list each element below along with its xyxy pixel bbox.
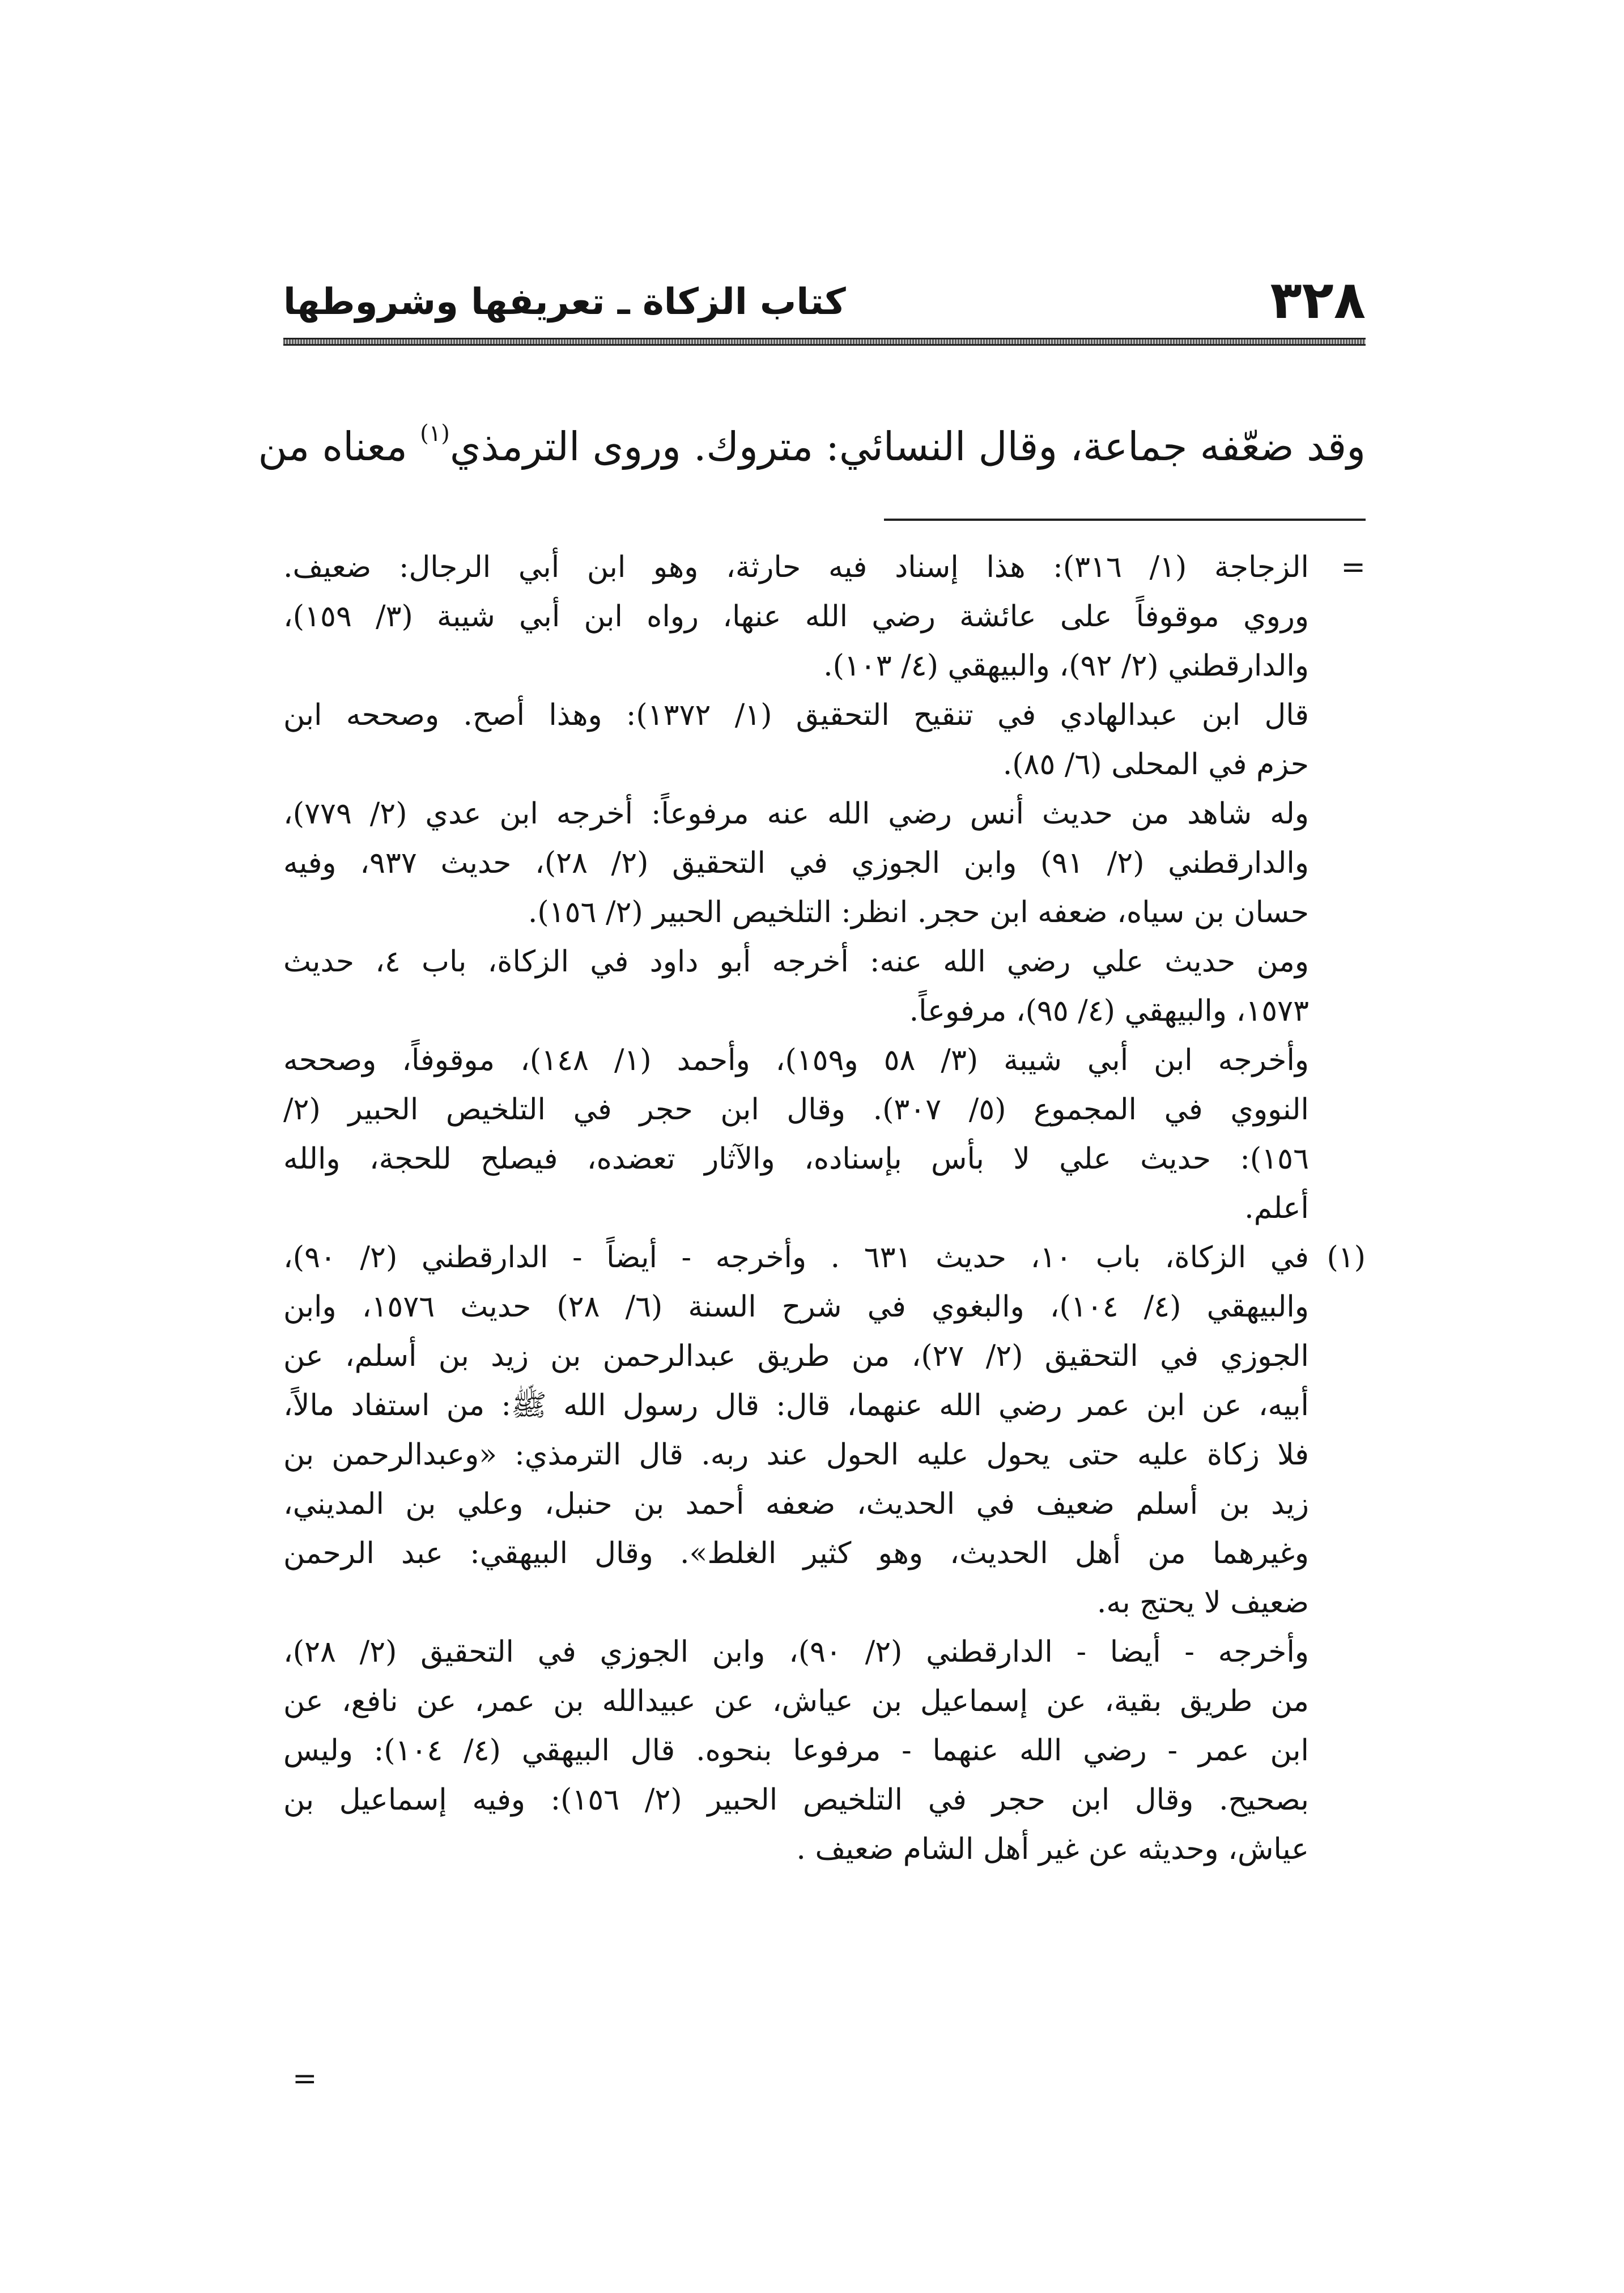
footnote-line bbox=[283, 543, 1366, 592]
footnote-line: ضعيف لا يحتج به. bbox=[1096, 1586, 1309, 1620]
footnote-line: والدارقطني (٢/ ٩٢)، والبيهقي (٤/ ١٠٣). bbox=[823, 649, 1309, 683]
footnote-line: الجوزي في التحقيق (٢/ ٢٧)، من طريق عبدالرحمن بن زيد بن أسلم، عن bbox=[283, 1339, 1309, 1373]
footnote-line-text: في الزكاة، باب ١٠، حديث ٦٣١ . وأخرجه - أيضاً - الدارقطني (٢/ ٩٠)، bbox=[283, 1241, 1309, 1275]
footnote-line: من طريق بقية، عن إسماعيل بن عياش، عن عبيدالله بن عمر، عن نافع، عن bbox=[283, 1684, 1309, 1718]
footnote-line: النووي في المجموع (٥/ ٣٠٧). وقال ابن حجر في التلخيص الحبير (٢/ bbox=[283, 1093, 1309, 1127]
footnote-line: زيد بن أسلم ضعيف في الحديث، ضعفه أحمد بن حنبل، وعلي بن المديني، bbox=[283, 1487, 1309, 1521]
footnote-line: ومن حديث علي رضي الله عنه: أخرجه أبو داود في الزكاة، باب ٤، حديث bbox=[283, 945, 1309, 979]
footnote-line: ١٥٧٣، والبيهقي (٤/ ٩٥)، مرفوعاً. bbox=[909, 994, 1309, 1028]
footnote-line: والبيهقي (٤/ ١٠٤)، والبغوي في شرح السنة (٦/ ٢٨) حديث ١٥٧٦، وابن bbox=[283, 1290, 1309, 1324]
main-body-text bbox=[258, 397, 1366, 483]
footnote-line: وله شاهد من حديث أنس رضي الله عنه مرفوعاً: أخرجه ابن عدي (٢/ ٧٧٩)، bbox=[283, 797, 1309, 831]
footnote-line: فلا زكاة عليه حتى يحول عليه الحول عند ربه. قال الترمذي: «وعبدالرحمن بن bbox=[283, 1438, 1309, 1472]
continues-next-page-marker: = bbox=[292, 2062, 317, 2096]
page-number: ٣٢٨ bbox=[1270, 270, 1366, 330]
footnote-line bbox=[283, 1233, 1366, 1283]
page-header bbox=[283, 266, 1366, 334]
footnote-line: وأخرجه ابن أبي شيبة (٣/ ٥٨ و١٥٩)، وأحمد (١/ ١٤٨)، موقوفاً، وصححه bbox=[283, 1043, 1310, 1077]
header-rule bbox=[283, 338, 1366, 346]
running-title: كتاب الزكاة ـ تعريفها وشروطها bbox=[283, 281, 846, 323]
footnote-reference: (١) bbox=[420, 421, 450, 447]
footnote-line: أبيه، عن ابن عمر رضي الله عنهما، قال: قال رسول الله ﷺ: من استفاد مالاً، bbox=[283, 1388, 1309, 1422]
footnote-line: قال ابن عبدالهادي في تنقيح التحقيق (١/ ١٣٧٢): وهذا أصح. وصححه ابن bbox=[283, 698, 1309, 732]
main-text-after-ref: معناه من bbox=[258, 423, 420, 470]
footnote-line: وأخرجه - أيضا - الدارقطني (٢/ ٩٠)، وابن الجوزي في التحقيق (٢/ ٢٨)، bbox=[283, 1635, 1310, 1669]
footnote-line: أعلم. bbox=[1244, 1191, 1309, 1225]
footnote-line: وغيرهما من أهل الحديث، وهو كثير الغلط». وقال البيهقي: عبد الرحمن bbox=[283, 1536, 1309, 1570]
footnote-line: حزم في المحلى (٦/ ٨٥). bbox=[1002, 748, 1309, 782]
footnotes-section bbox=[283, 543, 1366, 1874]
main-text-before-ref: وقد ضعّفه جماعة، وقال النسائي: متروك. وروى الترمذي bbox=[449, 423, 1366, 470]
footnote-line: ابن عمر - رضي الله عنهما - مرفوعا بنحوه. قال البيهقي (٤/ ١٠٤): وليس bbox=[283, 1734, 1309, 1768]
footnote-separator bbox=[884, 519, 1366, 521]
footnote-number: (١) bbox=[1327, 1241, 1366, 1275]
footnote-line: حسان بن سياه، ضعفه ابن حجر. انظر: التلخيص الحبير (٢/ ١٥٦). bbox=[528, 895, 1309, 929]
footnote-line: ١٥٦): حديث علي لا بأس بإسناده، والآثار تعضده، فيصلح للحجة، والله bbox=[283, 1142, 1309, 1176]
footnote-line: بصحيح. وقال ابن حجر في التلخيص الحبير (٢/ ١٥٦): وفيه إسماعيل بن bbox=[283, 1783, 1309, 1817]
footnote-line-text: الزجاجة (١/ ٣١٦): هذا إسناد فيه حارثة، وهو ابن أبي الرجال: ضعيف. bbox=[283, 550, 1309, 584]
footnote-line: والدارقطني (٢/ ٩١) وابن الجوزي في التحقيق (٢/ ٢٨)، حديث ٩٣٧، وفيه bbox=[283, 846, 1309, 880]
continuation-marker: = bbox=[1341, 550, 1366, 584]
footnote-line: عياش، وحديثه عن غير أهل الشام ضعيف . bbox=[796, 1832, 1309, 1866]
footnote-line: وروي موقوفاً على عائشة رضي الله عنها، رواه ابن أبي شيبة (٣/ ١٥٩)، bbox=[283, 600, 1309, 634]
